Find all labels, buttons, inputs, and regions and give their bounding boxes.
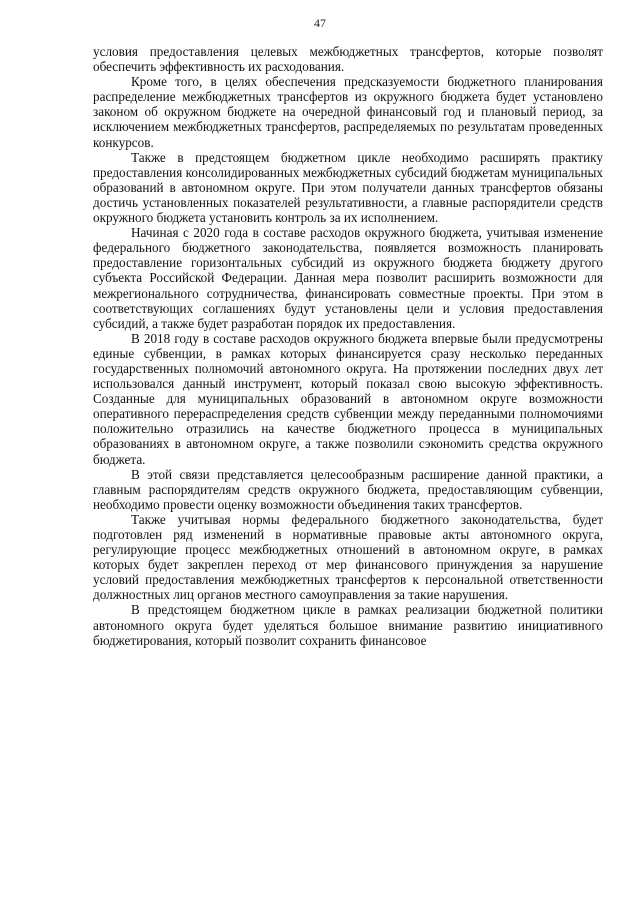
page-number: 47 [314, 16, 326, 30]
paragraph: Начиная с 2020 года в составе расходов окружного бюджета, учитывая изменение федерального бюджетного законодательства, появляется возможность планировать предоставление горизонтальных субсидий из окружного бюджета бюджету другого субъекта Российской Федерации. Данная мера позволит расширить возможности для межрегионального сотрудничества, финансировать совместные проекты. При этом в соответствующих соглашениях будут установлены цели и условия предоставления субсидий, а также будет разработан порядок их предоставления. [93, 225, 603, 331]
paragraph: Также учитывая нормы федерального бюджетного законодательства, будет подготовлен ряд изменений в нормативные правовые акты автономного округа, регулирующие процесс межбюджетных отношений в автономном округе, в рамках которых будет закреплен переход от мер финансового принуждения за нарушение условий предоставления межбюджетных трансфертов к персональной ответственности должностных лиц органов местного самоуправления за такие нарушения. [93, 511, 603, 603]
paragraph: Также в предстоящем бюджетном цикле необходимо расширять практику предоставления консолидированных межбюджетных субсидий бюджетам муниципальных образований в автономном округе. При этом получатели данных трансфертов обязаны достичь установленных показателей результативности, а главные распорядители средств окружного бюджета установить контроль за их исполнением. [93, 149, 603, 226]
paragraph: В предстоящем бюджетном цикле в рамках реализации бюджетной политики автономного округа будет уделяться большое внимание развитию инициативного бюджетирования, который позволит сохранить финансовое [93, 602, 603, 648]
body-text [93, 44, 603, 648]
paragraph: В 2018 году в составе расходов окружного бюджета впервые были предусмотрены единые субвенции, в рамках которых финансируется сразу несколько переданных государственных полномочий автономного округа. На протяжении последних двух лет использовался данный инструмент, который показал свою высокую эффективность. Созданные для муниципальных образований в автономном округе возможности оперативного перераспределения средств субвенции между переданными полномочиями положительно отразились на качестве бюджетного процесса в муниципальных образованиях в автономном округе, а также позволили сэкономить средства окружного бюджета. [93, 330, 603, 467]
paragraph: Кроме того, в целях обеспечения предсказуемости бюджетного планирования распределение межбюджетных трансфертов из окружного бюджета будет установлено законом об окружном бюджете на очередной финансовый год и плановый период, за исключением межбюджетных трансфертов, распределяемых по результатам проведенных конкурсов. [93, 74, 603, 150]
paragraph: В этой связи представляется целесообразным расширение данной практики, а главным распорядителям средств окружного бюджета, предоставляющим субвенции, необходимо провести оценку возможности объединения таких трансфертов. [93, 466, 603, 512]
paragraph-continuation: условия предоставления целевых межбюджетных трансфертов, которые позволят обеспечить эффективность их расходования. [93, 44, 603, 75]
